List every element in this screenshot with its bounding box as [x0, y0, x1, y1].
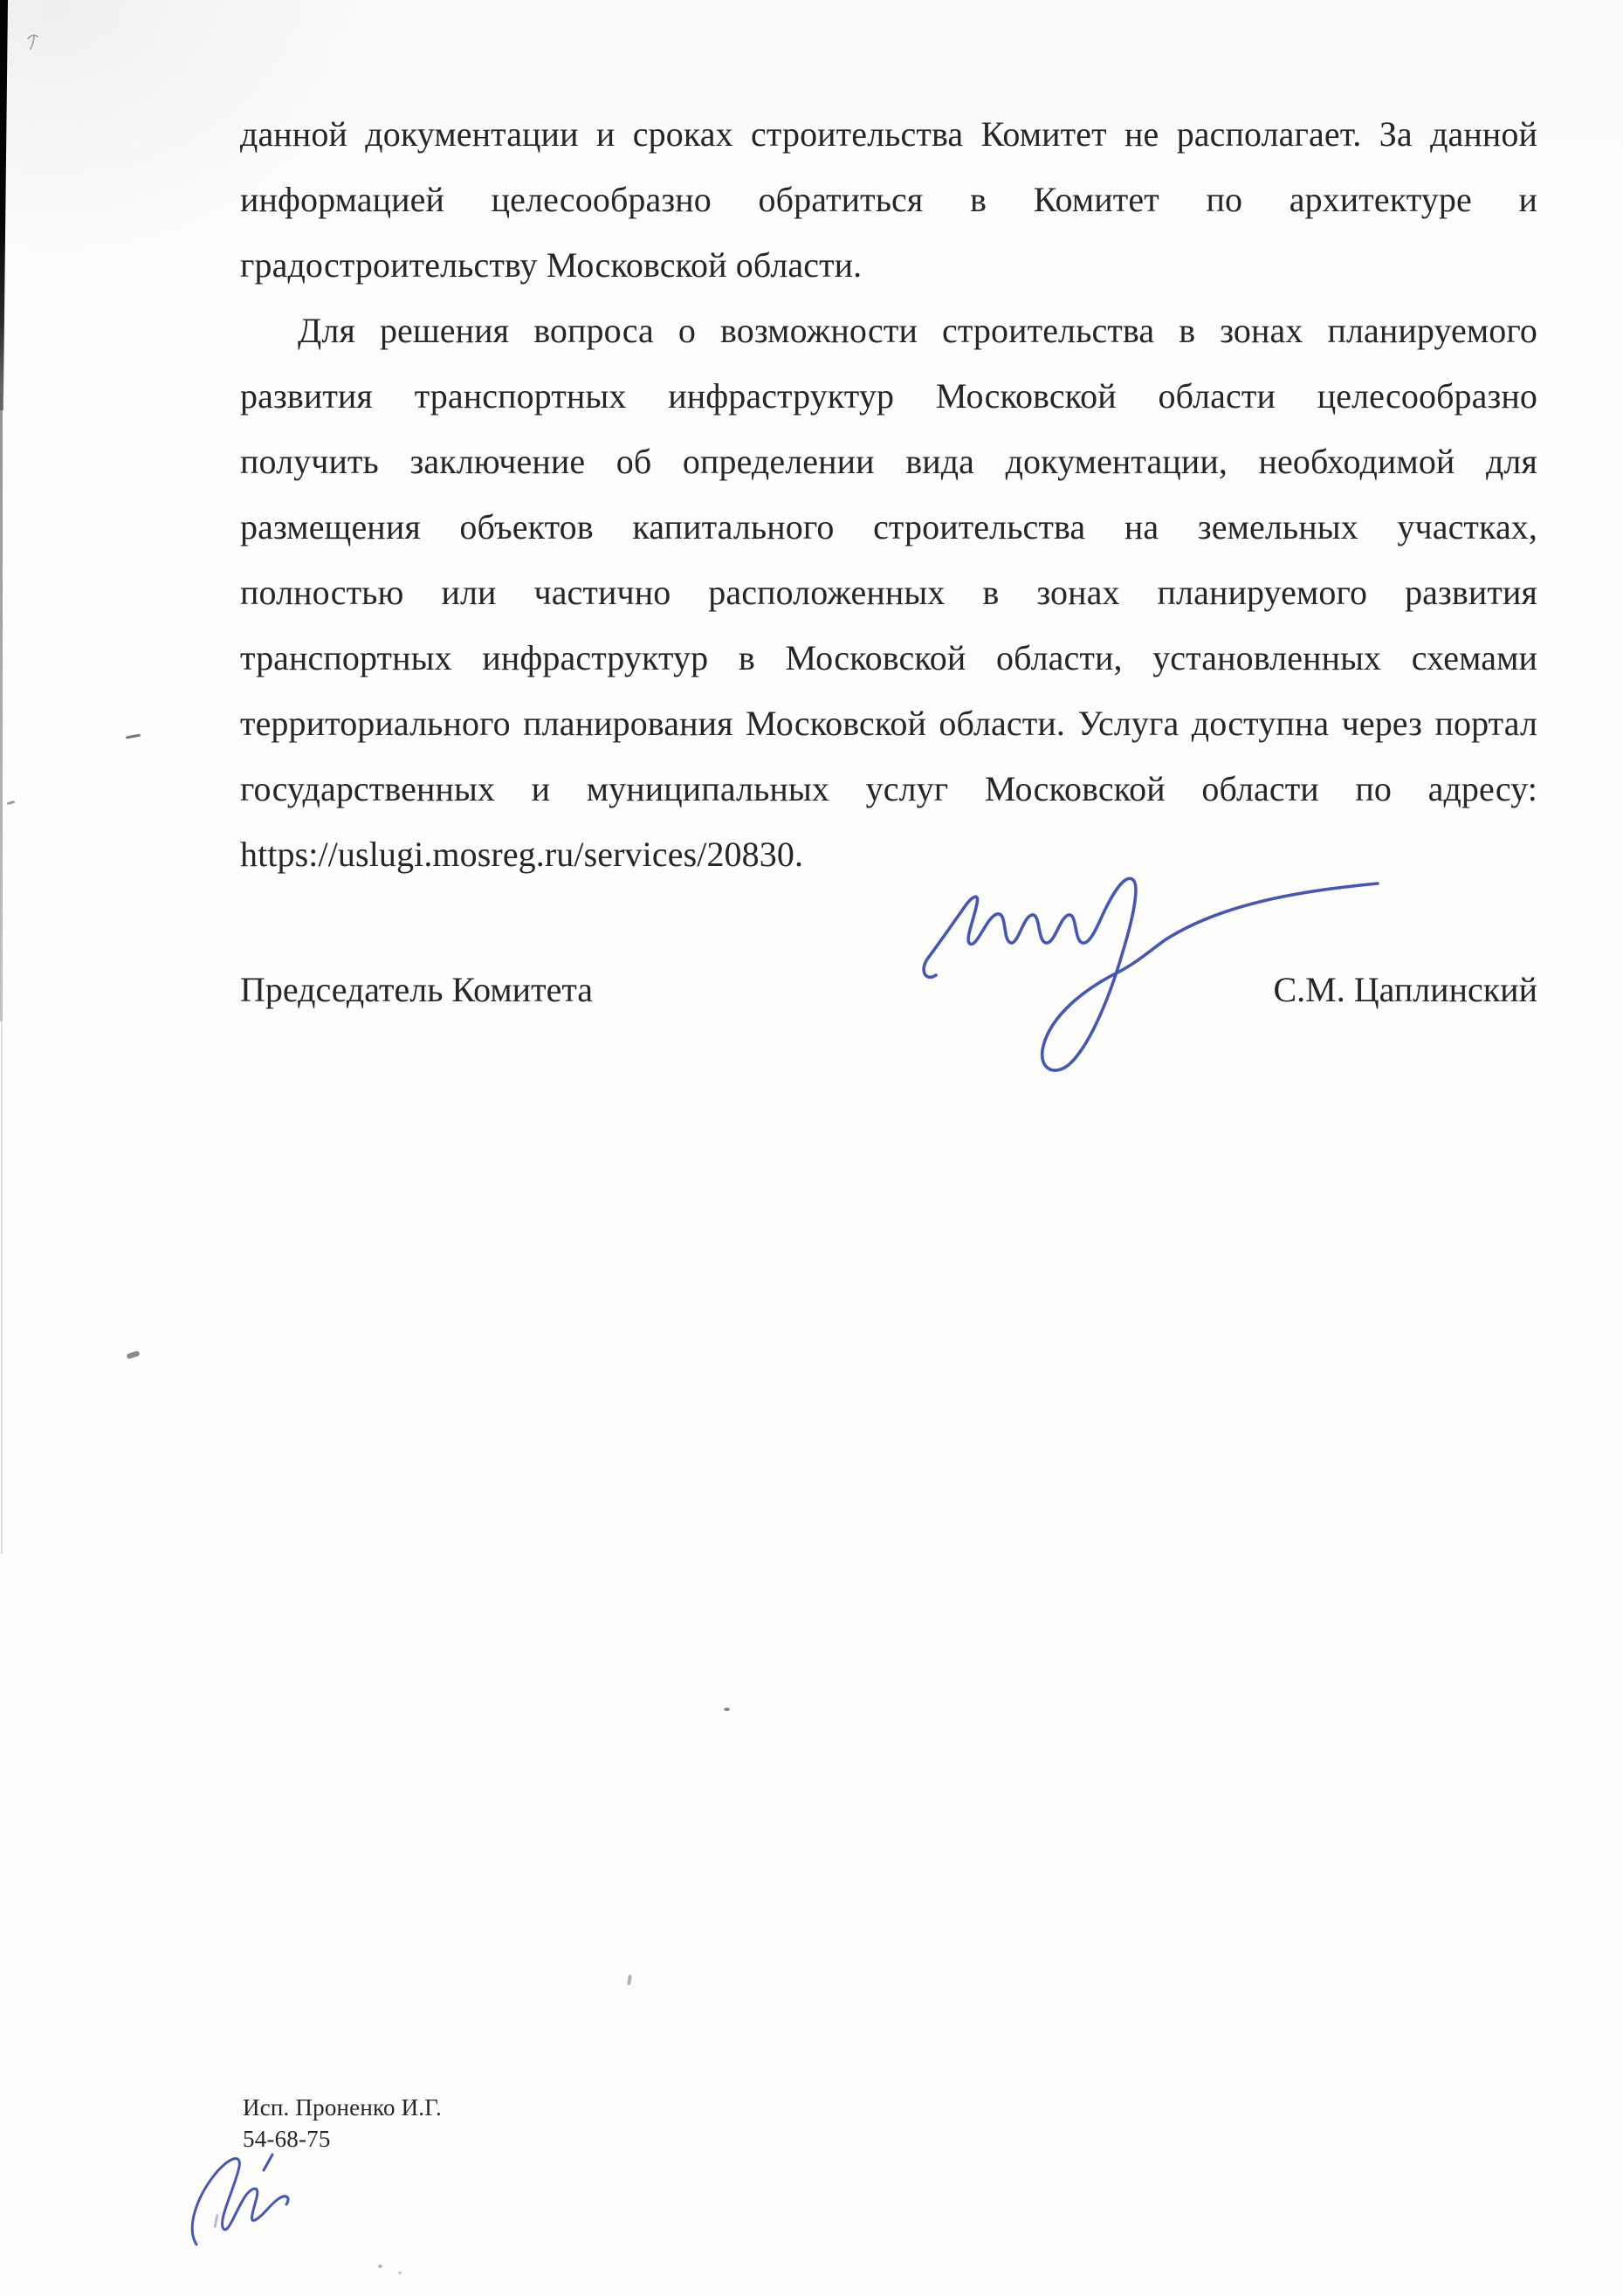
- text-line: территориального планирования Московской области. Услуга доступна через портал: [240, 704, 1537, 743]
- scan-speck: [126, 734, 141, 739]
- scan-edge-artifact: [0, 393, 3, 1021]
- text-line: размещения объектов капитального строительства на земельных участках,: [240, 507, 1537, 547]
- executor-phone: 54-68-75: [243, 2126, 331, 2152]
- signer-title: Председатель Комитета: [240, 970, 594, 1009]
- text-line: полностью или частично расположенных в зонах планируемого развития: [240, 573, 1537, 612]
- handwritten-initials: [188, 2146, 305, 2254]
- executor-name: Исп. Проненко И.Г.: [243, 2094, 442, 2121]
- scan-edge-artifact: [0, 0, 8, 410]
- text-line: государственных и муниципальных услуг Московской области по адресу:: [240, 769, 1537, 808]
- body-text: [240, 101, 1537, 887]
- pencil-mark: [23, 30, 45, 52]
- text-line: развития транспортных инфраструктур Московской области целесообразно: [240, 376, 1537, 416]
- scan-speck: [398, 2272, 402, 2274]
- scan-edge-artifact: [1, 1013, 3, 1554]
- scan-speck: [724, 1708, 730, 1711]
- text-line: https://uslugi.mosreg.ru/services/20830.: [240, 835, 804, 874]
- scan-speck: [378, 2265, 382, 2268]
- text-line: транспортных инфраструктур в Московской области, установленных схемами: [240, 638, 1537, 677]
- handwritten-signature: [873, 869, 1397, 1096]
- signer-name: С.М. Цаплинский: [1273, 970, 1537, 1009]
- text-line: получить заключение об определении вида документации, необходимой для: [240, 442, 1537, 481]
- scan-speck: [126, 1351, 140, 1359]
- text-line: информацией целесообразно обратиться в Комитет по архитектуре и: [240, 180, 1537, 219]
- scan-speck: [627, 1975, 632, 1985]
- scan-speck: [7, 801, 15, 805]
- text-line: градостроительству Московской области.: [240, 245, 863, 285]
- text-line: Для решения вопроса о возможности строительства в зонах планируемого: [298, 311, 1537, 350]
- text-line: данной документации и сроках строительства Комитет не располагает. За данной: [240, 114, 1537, 154]
